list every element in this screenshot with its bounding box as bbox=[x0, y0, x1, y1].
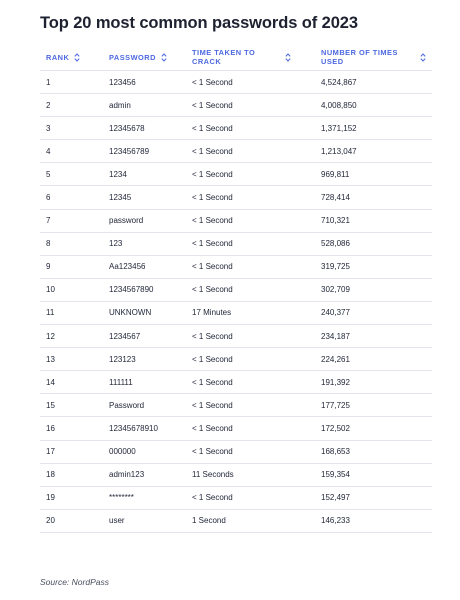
column-header-rank-label: RANK bbox=[46, 52, 70, 62]
column-header-time-to-crack[interactable] bbox=[192, 44, 292, 70]
crack-time-cell: < 1 Second bbox=[192, 285, 233, 295]
crack-time-cell: 17 Minutes bbox=[192, 308, 232, 318]
rank-cell: 16 bbox=[46, 423, 55, 433]
times-used-cell: 177,725 bbox=[321, 400, 350, 410]
table-row bbox=[40, 325, 432, 348]
column-header-times-used[interactable] bbox=[321, 44, 427, 70]
times-used-cell: 302,709 bbox=[321, 285, 350, 295]
times-used-cell: 168,653 bbox=[321, 447, 350, 456]
sort-arrows-icon[interactable] bbox=[73, 52, 81, 62]
page-title: Top 20 most common passwords of 2023 bbox=[40, 14, 358, 32]
column-header-count-line1: NUMBER OF TIMES bbox=[321, 48, 398, 57]
crack-time-cell: < 1 Second bbox=[192, 100, 233, 110]
rank-cell: 14 bbox=[46, 377, 55, 387]
crack-time-cell: < 1 Second bbox=[192, 216, 233, 226]
crack-time-cell: < 1 Second bbox=[192, 239, 233, 249]
table-row bbox=[40, 140, 432, 163]
password-cell: 12345678910 bbox=[109, 423, 158, 433]
sort-arrows-icon[interactable] bbox=[284, 52, 292, 62]
password-cell: 12345 bbox=[109, 192, 132, 202]
password-cell: admin bbox=[109, 100, 131, 110]
times-used-cell: 152,497 bbox=[321, 493, 350, 503]
crack-time-cell: < 1 Second bbox=[192, 447, 233, 456]
password-cell: ******** bbox=[109, 493, 134, 503]
times-used-cell: 4,008,850 bbox=[321, 100, 357, 110]
crack-time-cell: < 1 Second bbox=[192, 123, 233, 133]
crack-time-cell: < 1 Second bbox=[192, 169, 233, 179]
rank-cell: 17 bbox=[46, 447, 55, 456]
table-row bbox=[40, 441, 432, 464]
password-cell: 1234567 bbox=[109, 331, 141, 341]
password-cell: password bbox=[109, 216, 144, 226]
password-cell: admin123 bbox=[109, 470, 145, 480]
crack-time-cell: < 1 Second bbox=[192, 262, 233, 272]
rank-cell: 15 bbox=[46, 400, 55, 410]
crack-time-cell: 11 Seconds bbox=[192, 470, 234, 480]
rank-cell: 10 bbox=[46, 285, 55, 295]
column-header-count-label bbox=[321, 48, 398, 66]
times-used-cell: 1,371,152 bbox=[321, 123, 357, 133]
times-used-cell: 240,377 bbox=[321, 308, 350, 318]
rank-cell: 13 bbox=[46, 354, 55, 364]
crack-time-cell: < 1 Second bbox=[192, 331, 233, 341]
table-row bbox=[40, 371, 432, 394]
times-used-cell: 191,392 bbox=[321, 377, 350, 387]
table-row bbox=[40, 348, 432, 371]
password-cell: Password bbox=[109, 400, 145, 410]
rank-cell: 6 bbox=[46, 192, 51, 202]
times-used-cell: 528,086 bbox=[321, 239, 350, 249]
column-header-time-line2: CRACK bbox=[192, 57, 222, 66]
sort-arrows-icon[interactable] bbox=[419, 52, 427, 62]
crack-time-cell: < 1 Second bbox=[192, 77, 233, 87]
table-row bbox=[40, 163, 432, 186]
rank-cell: 20 bbox=[46, 516, 55, 526]
column-header-count-line2: USED bbox=[321, 57, 344, 66]
times-used-cell: 224,261 bbox=[321, 354, 350, 364]
times-used-cell: 728,414 bbox=[321, 192, 350, 202]
rank-cell: 7 bbox=[46, 216, 51, 226]
password-cell: UNKNOWN bbox=[109, 308, 152, 318]
crack-time-cell: < 1 Second bbox=[192, 354, 233, 364]
times-used-cell: 710,321 bbox=[321, 216, 350, 226]
crack-time-cell: < 1 Second bbox=[192, 423, 233, 433]
rank-cell: 3 bbox=[46, 123, 51, 133]
crack-time-cell: < 1 Second bbox=[192, 493, 233, 503]
rank-cell: 9 bbox=[46, 262, 51, 272]
table-row bbox=[40, 186, 432, 209]
crack-time-cell: < 1 Second bbox=[192, 146, 233, 156]
password-cell: Aa123456 bbox=[109, 262, 146, 272]
rank-cell: 8 bbox=[46, 239, 51, 249]
times-used-cell: 172,502 bbox=[321, 423, 350, 433]
table-row bbox=[40, 464, 432, 487]
table-header bbox=[40, 44, 432, 71]
password-cell: 123456789 bbox=[109, 146, 150, 156]
rank-cell: 12 bbox=[46, 331, 55, 341]
rank-cell: 1 bbox=[46, 77, 51, 87]
crack-time-cell: < 1 Second bbox=[192, 192, 233, 202]
password-cell: 1234 bbox=[109, 169, 127, 179]
times-used-cell: 146,233 bbox=[321, 516, 350, 526]
password-cell: user bbox=[109, 516, 125, 526]
crack-time-cell: < 1 Second bbox=[192, 400, 233, 410]
table-row bbox=[40, 210, 432, 233]
rank-cell: 11 bbox=[46, 308, 55, 318]
column-header-time-line1: TIME TAKEN TO bbox=[192, 48, 256, 57]
table-row bbox=[40, 279, 432, 302]
times-used-cell: 4,524,867 bbox=[321, 77, 357, 87]
table-row bbox=[40, 302, 432, 325]
table-row bbox=[40, 117, 432, 140]
password-cell: 1234567890 bbox=[109, 285, 154, 295]
times-used-cell: 969,811 bbox=[321, 169, 350, 179]
password-cell: 000000 bbox=[109, 447, 136, 456]
sort-arrows-icon[interactable] bbox=[160, 52, 168, 62]
column-header-time-label bbox=[192, 48, 255, 66]
password-cell: 123123 bbox=[109, 354, 136, 364]
times-used-cell: 1,213,047 bbox=[321, 146, 357, 156]
table-row bbox=[40, 71, 432, 94]
table-row bbox=[40, 417, 432, 440]
column-header-rank[interactable] bbox=[46, 44, 81, 70]
table-row bbox=[40, 256, 432, 279]
times-used-cell: 234,187 bbox=[321, 331, 350, 341]
rank-cell: 5 bbox=[46, 169, 51, 179]
source-note: Source: NordPass bbox=[40, 577, 109, 587]
passwords-table bbox=[40, 44, 432, 533]
column-header-password-label: PASSWORD bbox=[109, 52, 156, 62]
password-cell: 123 bbox=[109, 239, 123, 249]
crack-time-cell: 1 Second bbox=[192, 516, 226, 526]
table-row bbox=[40, 487, 432, 510]
crack-time-cell: < 1 Second bbox=[192, 377, 233, 387]
password-cell: 111111 bbox=[109, 377, 133, 387]
times-used-cell: 319,725 bbox=[321, 262, 350, 272]
table-row bbox=[40, 394, 432, 417]
column-header-password[interactable] bbox=[109, 44, 168, 70]
password-cell: 12345678 bbox=[109, 123, 145, 133]
table-row bbox=[40, 233, 432, 256]
times-used-cell: 159,354 bbox=[321, 470, 350, 480]
rank-cell: 18 bbox=[46, 470, 55, 480]
rank-cell: 19 bbox=[46, 493, 55, 503]
table-row bbox=[40, 510, 432, 533]
table-body bbox=[40, 71, 432, 533]
password-cell: 123456 bbox=[109, 77, 136, 87]
rank-cell: 4 bbox=[46, 146, 51, 156]
table-row bbox=[40, 94, 432, 117]
rank-cell: 2 bbox=[46, 100, 51, 110]
